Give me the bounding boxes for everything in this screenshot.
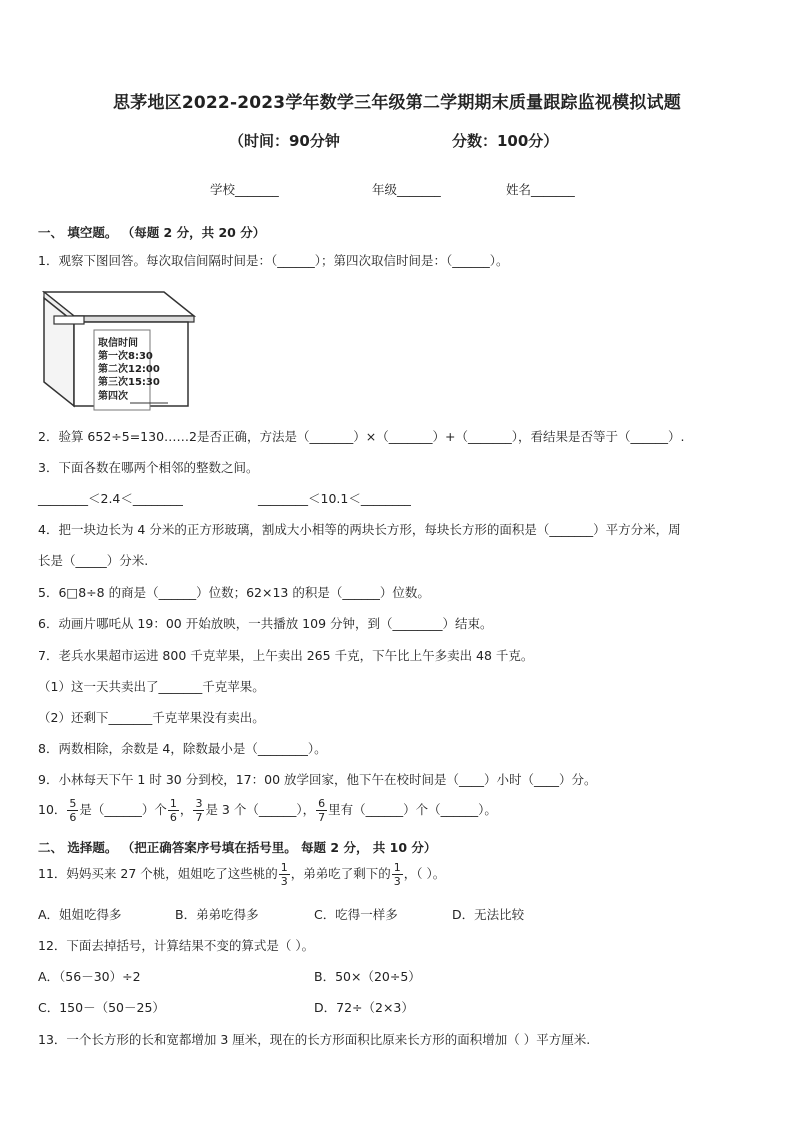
- section-1-heading: 一、 填空题。 （每题 2 分，共 20 分）: [38, 225, 266, 240]
- q10-fraction-4: $\frac{6}{7}$: [318, 797, 326, 824]
- question-4-line-2: 长是（_____）分米.: [38, 553, 149, 568]
- q10-text-4: 是 3 个（______），: [205, 802, 316, 817]
- q11-option-b[interactable]: B．弟弟吃得多: [175, 907, 259, 922]
- q10-text-1: 10．: [38, 802, 67, 817]
- question-6: 6．动画片哪吒从 19：00 开始放映，一共播放 109 分钟，到（________）结束。: [38, 616, 493, 631]
- q10-text-5: 里有（______）个（______）。: [328, 802, 497, 817]
- question-3b: ________＜10.1＜________: [258, 491, 411, 506]
- q10-fraction-3: $\frac{3}{7}$: [195, 797, 203, 824]
- grade-field: 年级_______: [372, 182, 441, 197]
- q11-fraction-1: $\frac{1}{3}$: [280, 861, 288, 888]
- q11-text-3: ，（ ）。: [403, 866, 446, 881]
- question-9: 9．小林每天下午 1 时 30 分到校，17：00 放学回家，他下午在校时间是（____）小时（____）分。: [38, 772, 597, 787]
- q11-text-2: ，弟弟吃了剩下的: [290, 866, 391, 881]
- question-12: 12．下面去掉括号，计算结果不变的算式是（ ）。: [38, 938, 315, 953]
- question-8: 8．两数相除，余数是 4，除数最小是（________）。: [38, 741, 327, 756]
- question-7-part-1: （1）这一天共卖出了_______千克苹果。: [38, 679, 265, 694]
- q12-option-c[interactable]: C．150－（50－25）: [38, 1000, 165, 1015]
- mailbox-line-4: 第四次: [98, 391, 128, 402]
- question-5: 5．6□8÷8 的商是（______）位数；62×13 的积是（______）位数。: [38, 585, 430, 600]
- exam-title: 思茅地区2022-2023学年数学三年级第二学期期末质量跟踪监视模拟试题: [113, 93, 681, 113]
- question-1: 1．观察下图回答。每次取信间隔时间是：（______）；第四次取信时间是：（______）。: [38, 253, 509, 268]
- q10-fraction-2: $\frac{1}{6}$: [169, 797, 177, 824]
- school-field: 学校_______: [210, 182, 279, 197]
- q12-option-d[interactable]: D．72÷（2×3）: [314, 1000, 414, 1015]
- section-2-heading: 二、 选择题。 （把正确答案序号填在括号里。 每题 2 分， 共 10 分）: [38, 840, 437, 855]
- q10-text-2: 是（______）个: [79, 802, 167, 817]
- mailbox-line-2: 第二次12:00: [98, 364, 160, 375]
- mailbox-line-3: 第三次15:30: [98, 377, 160, 388]
- mailbox-title: 取信时间: [98, 338, 138, 349]
- q10-text-3: ，: [179, 802, 193, 817]
- q12-option-a[interactable]: A．（56－30）÷2: [38, 969, 141, 984]
- question-13: 13．一个长方形的长和宽都增加 3 厘米，现在的长方形面积比原来长方形的面积增加（ ）平方厘米.: [38, 1032, 591, 1047]
- question-2: 2．验算 652÷5=130……2是否正确，方法是（_______）×（_______）+（_______），看结果是否等于（______）.: [38, 429, 685, 444]
- question-4-line-1: 4．把一块边长为 4 分米的正方形玻璃，割成大小相等的两块长方形，每块长方形的面积是（_______）平方分米，周: [38, 522, 681, 537]
- q12-option-b[interactable]: B．50×（20÷5）: [314, 969, 421, 984]
- mailbox-illustration: [38, 286, 198, 411]
- q11-text-1: 11．妈妈买来 27 个桃，姐姐吃了这些桃的: [38, 866, 278, 881]
- q10-fraction-1: $\frac{5}{6}$: [69, 797, 77, 824]
- question-7-part-2: （2）还剩下_______千克苹果没有卖出。: [38, 710, 265, 725]
- q11-option-c[interactable]: C．吃得一样多: [314, 907, 398, 922]
- question-3: 3．下面各数在哪两个相邻的整数之间。: [38, 460, 259, 475]
- time-label: （时间：90分钟: [229, 132, 340, 150]
- question-3a: ________＜2.4＜________: [38, 491, 183, 506]
- q11-option-d[interactable]: D．无法比较: [452, 907, 525, 922]
- score-label: 分数：100分）: [452, 132, 559, 150]
- question-7: 7．老兵水果超市运进 800 千克苹果，上午卖出 265 千克，下午比上午多卖出 48 千克。: [38, 648, 534, 663]
- q11-fraction-2: $\frac{1}{3}$: [393, 861, 401, 888]
- q11-option-a[interactable]: A．姐姐吃得多: [38, 907, 122, 922]
- mailbox-line-1: 第一次8:30: [98, 351, 153, 362]
- question-10: [38, 798, 497, 823]
- name-field: 姓名_______: [506, 182, 575, 197]
- question-11: [38, 862, 445, 887]
